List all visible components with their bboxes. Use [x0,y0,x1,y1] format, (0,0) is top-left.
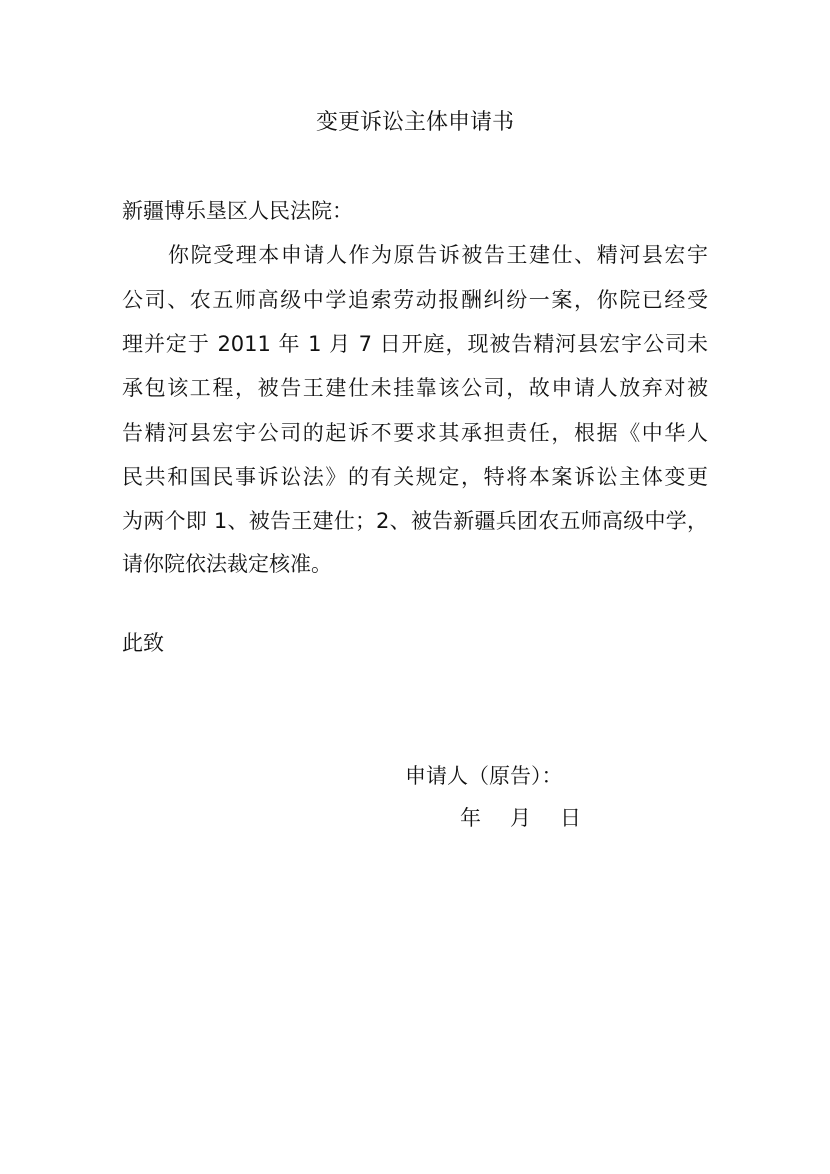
body-line: 请你院依法裁定核准。 [122,552,332,576]
document-title: 变更诉讼主体申请书 [315,110,514,135]
body-line: 你院受理本申请人作为原告诉被告王建仕、精河县宏宇 [168,243,708,267]
body-line: 告精河县宏宇公司的起诉不要求其承担责任，根据《中华人 [122,421,708,445]
body-line: 承包该工程，被告王建仕未挂靠该公司，故申请人放弃对被 [122,376,708,400]
body-line: 民共和国民事诉讼法》的有关规定，特将本案诉讼主体变更 [122,465,708,489]
addressee: 新疆博乐垦区人民法院： [122,199,353,223]
body-line: 公司、农五师高级中学追索劳动报酬纠纷一案，你院已经受 [122,288,708,312]
body-line: 理并定于 2011 年 1 月 7 日开庭，现被告精河县宏宇公司未 [122,332,708,356]
body-line: 为两个即 1、被告王建仕；2、被告新疆兵团农五师高级中学， [122,509,708,533]
applicant-signature-label: 申请人（原告）： [405,764,563,788]
closing: 此致 [122,631,164,655]
date-label: 年 月 日 [460,806,585,830]
